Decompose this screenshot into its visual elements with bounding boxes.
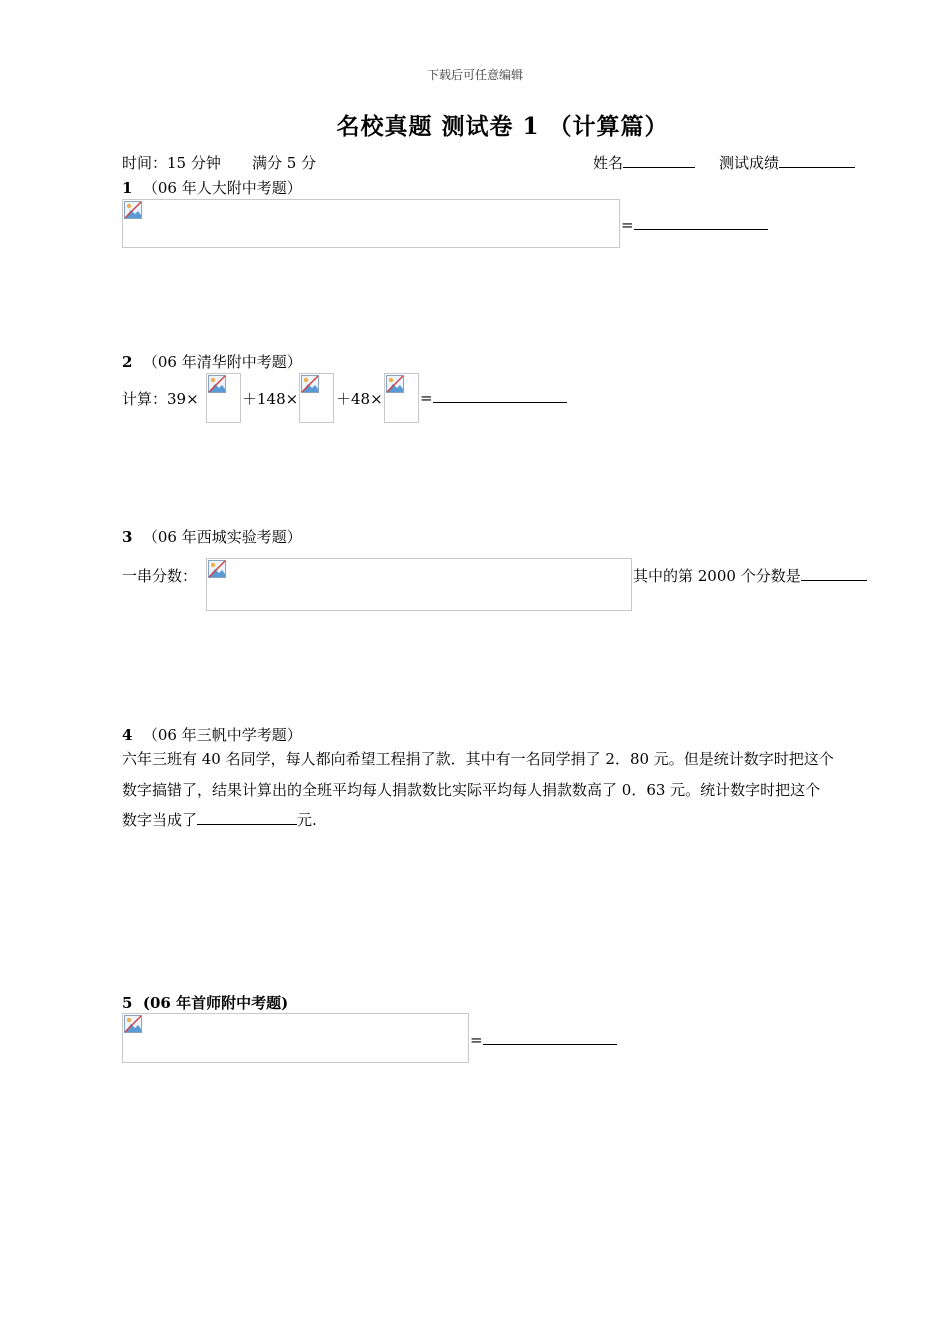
equals-sign: = xyxy=(470,1031,483,1049)
answer-blank[interactable] xyxy=(197,810,297,825)
body-line-2: 数字搞错了，结果计算出的全班平均每人捐款数比实际平均每人捐款数高了 0．63 元。统计数字时把这个 xyxy=(122,780,821,799)
body-line-1: 六年三班有 40 名同学，每人都向希望工程捐了款．其中有一名同学捐了 2．80 元。但是统计数字时把这个 xyxy=(122,750,834,768)
question-5-heading xyxy=(122,992,288,1013)
equals-sign: = xyxy=(621,216,634,234)
formula-image xyxy=(122,1013,469,1063)
sequence-prefix: 一串分数： xyxy=(122,567,198,585)
answer-blank[interactable] xyxy=(433,388,567,403)
question-4-body xyxy=(122,744,902,836)
question-number: 1 xyxy=(122,179,133,197)
question-source: （06 年人大附中考题） xyxy=(142,179,302,197)
question-source: (06 年首师附中考题) xyxy=(142,994,289,1012)
calc-plus-48: ＋48× xyxy=(336,390,383,408)
name-blank[interactable] xyxy=(623,153,695,168)
broken-image-icon xyxy=(124,1015,142,1033)
sequence-image xyxy=(206,558,632,611)
question-4-heading xyxy=(122,724,302,745)
question-number: 4 xyxy=(122,726,133,744)
fraction-image-3 xyxy=(384,373,419,423)
body-line-3 xyxy=(122,805,902,836)
broken-image-icon xyxy=(386,375,404,393)
body-line-3-prefix: 数字当成了 xyxy=(122,811,198,829)
equals-sign: = xyxy=(420,389,433,407)
answer-blank[interactable] xyxy=(801,566,867,581)
header-note: 下载后可任意编辑 xyxy=(426,68,523,82)
question-3-heading xyxy=(122,526,302,547)
page-title: 名校真题 测试卷 1 （计算篇） xyxy=(336,113,669,140)
fraction-image-1 xyxy=(206,373,241,423)
question-number: 2 xyxy=(122,353,133,371)
name-field[interactable] xyxy=(593,152,695,173)
result-label: 测试成绩 xyxy=(719,154,780,172)
answer-line xyxy=(621,215,768,234)
broken-image-icon xyxy=(208,375,226,393)
question-number: 3 xyxy=(122,528,133,546)
result-blank[interactable] xyxy=(779,153,855,168)
broken-image-icon xyxy=(124,201,142,219)
sequence-suffix: 其中的第 2000 个分数是 xyxy=(633,567,801,585)
broken-image-icon xyxy=(208,560,226,578)
name-label: 姓名 xyxy=(593,154,624,172)
question-2-heading xyxy=(122,351,302,372)
answer-line xyxy=(420,388,567,407)
sequence-question xyxy=(633,565,867,586)
question-source: （06 年西城实验考题） xyxy=(142,528,302,546)
question-source: （06 年清华附中考题） xyxy=(142,353,302,371)
answer-blank[interactable] xyxy=(634,215,768,230)
result-field[interactable] xyxy=(719,152,855,173)
calc-plus-148: ＋148× xyxy=(242,390,299,408)
broken-image-icon xyxy=(301,375,319,393)
calc-prefix: 计算：39× xyxy=(122,390,199,408)
full-score: 满分 5 分 xyxy=(252,154,317,172)
question-number: 5 xyxy=(122,994,133,1012)
fraction-image-2 xyxy=(299,373,334,423)
formula-image xyxy=(122,199,620,248)
question-source: （06 年三帆中学考题） xyxy=(142,726,302,744)
answer-blank[interactable] xyxy=(483,1030,617,1045)
time-limit: 时间：15 分钟 xyxy=(122,154,221,172)
body-line-3-suffix: 元. xyxy=(297,811,317,829)
answer-line xyxy=(470,1030,617,1049)
question-1-heading xyxy=(122,177,302,198)
